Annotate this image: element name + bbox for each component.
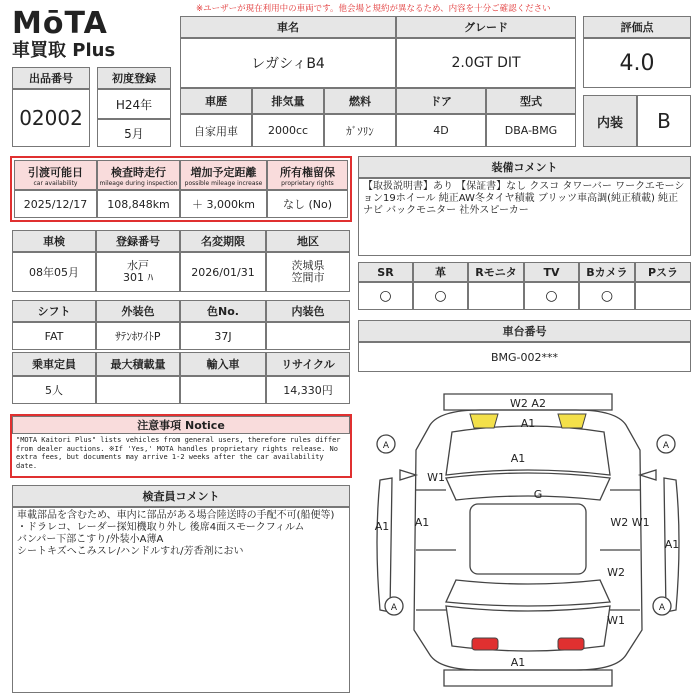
spec-header-fuel: 燃料 xyxy=(324,88,396,114)
option-sr-value: ○ xyxy=(358,282,413,310)
mark-right-side: A1 xyxy=(664,538,680,551)
option-bcamera-label: Bカメラ xyxy=(579,262,635,282)
exterior-color-label: 外装色 xyxy=(96,300,180,322)
logo-bottom: 車買取 Plus xyxy=(12,40,116,61)
inspector-label: 検査員コメント xyxy=(12,485,350,507)
car-diagram-svg xyxy=(360,380,696,696)
plate-line2: 301 ﾊ xyxy=(123,271,153,284)
mark-hood: A1 xyxy=(510,452,526,465)
shaken-label: 車検 xyxy=(12,230,96,252)
notice-title: 注意事項 Notice xyxy=(12,416,350,434)
mark-left-side: A1 xyxy=(374,520,390,533)
car-name-label: 車名 xyxy=(180,16,396,38)
spec-header-door: ドア xyxy=(396,88,486,114)
option-pslide-value xyxy=(635,282,691,310)
mark-right-front: W2 W1 xyxy=(610,516,650,529)
car-name: レガシィB4 xyxy=(180,38,396,88)
mileage-increase-header xyxy=(180,160,267,190)
mark-wheel-fr: A xyxy=(662,441,670,451)
name-change-value: 2026/01/31 xyxy=(180,252,266,292)
car-trunk xyxy=(446,606,610,651)
notice-text: "MOTA Kaitori Plus" lists vehicles from general users, therefore rules differ from dealer auctions. ※If 'Yes,' MOTA handles proprietary rights release. No extra fees, but documents may arrive 1-2 weeks after the car availability date. xyxy=(16,436,341,470)
spec-fuel: ｶﾞｿﾘﾝ xyxy=(324,114,396,147)
mark-right-rear2: W1 xyxy=(607,614,625,627)
first-reg-month: 5月 xyxy=(97,119,171,147)
availability-header-en: car availability xyxy=(33,179,78,187)
car-roof xyxy=(470,504,586,574)
area-line2: 笠間市 xyxy=(291,271,325,284)
rights-header-jp: 所有権留保 xyxy=(280,165,335,179)
grade-value: 2.0GT DIT xyxy=(396,38,576,88)
mileage-increase-header-en: possible mileage increase xyxy=(184,179,263,187)
top-notice: ※ユーザーが現在利用中の車両です。他会場と規約が異なるため、内容を十分ご確認ください xyxy=(196,4,551,14)
shift-value: FAT xyxy=(12,322,96,350)
option-bcamera-value: ○ xyxy=(579,282,635,310)
interior-value: B xyxy=(637,95,691,147)
area-value xyxy=(266,252,350,292)
area-label: 地区 xyxy=(266,230,350,252)
max-load-value xyxy=(96,376,180,404)
spec-model: DBA-BMG xyxy=(486,114,576,147)
mota-logo xyxy=(12,8,182,66)
mileage-header-en: mileage during inspection xyxy=(99,179,178,187)
car-hood xyxy=(446,426,610,475)
inspector-text: 車載部品を含むため、車内に部品がある場合陸送時の手配不可(船便等) ・ドラレコ、レーダー探知機取り外し 後席4面スモークフィルム バンパー下部こすり/外装小A薄A シートキズへこみスレ/ハンドルすれ/芳香剤におい xyxy=(12,507,350,693)
mark-front: A1 xyxy=(520,417,536,430)
taillight-right xyxy=(558,638,584,650)
capacity-label: 乗車定員 xyxy=(12,352,96,376)
mark-right-rear: W2 xyxy=(607,566,625,579)
spec-history: 自家用車 xyxy=(180,114,252,147)
mark-wheel-rl: A xyxy=(390,603,398,613)
mark-wheel-rr: A xyxy=(658,603,666,613)
logo-top: MōTA xyxy=(12,6,108,41)
option-leather-label: 革 xyxy=(413,262,468,282)
option-tv-label: TV xyxy=(524,262,579,282)
option-leather-value: ○ xyxy=(413,282,468,310)
spec-displacement: 2000cc xyxy=(252,114,324,147)
area-line1: 茨城県 xyxy=(291,259,325,272)
mileage-header-jp: 検査時走行 xyxy=(111,165,166,179)
mileage-value: 108,848km xyxy=(97,190,180,218)
shift-label: シフト xyxy=(12,300,96,322)
equipment-text: 【取扱説明書】あり 【保証書】なし クスコ タワーバー ワークエモーション19ホイール 純正AW冬タイヤ積載 ブリッツ車高調(純正積載) 純正ナビ バックモニター 社外スピーカー xyxy=(358,178,691,256)
car-rear-bumper xyxy=(444,670,612,686)
spec-door: 4D xyxy=(396,114,486,147)
taillight-left xyxy=(472,638,498,650)
import-label: 輸入車 xyxy=(180,352,266,376)
color-no-label: 色No. xyxy=(180,300,266,322)
capacity-value: 5人 xyxy=(12,376,96,404)
car-left-side xyxy=(374,478,392,612)
rights-header-en: proprietary rights xyxy=(281,179,334,187)
car-body-outline xyxy=(414,410,642,670)
option-sr-label: SR xyxy=(358,262,413,282)
spec-header-displacement: 排気量 xyxy=(252,88,324,114)
first-reg-year: H24年 xyxy=(97,89,171,119)
shaken-value: 08年05月 xyxy=(12,252,96,292)
score-value: 4.0 xyxy=(583,38,691,88)
mileage-increase-header-jp: 増加予定距離 xyxy=(190,165,257,179)
grade-label: グレード xyxy=(396,16,576,38)
headlight-left xyxy=(470,414,498,428)
option-rmonitor-value xyxy=(468,282,524,310)
chassis-value: BMG-002*** xyxy=(358,342,691,372)
mark-left-door: A1 xyxy=(414,516,430,529)
recycle-value: 14,330円 xyxy=(266,376,350,404)
plate-value xyxy=(96,252,180,292)
car-right-mirror xyxy=(640,470,656,480)
mark-roof: G xyxy=(533,488,543,501)
mark-rear: A1 xyxy=(510,656,526,669)
spec-header-history: 車歴 xyxy=(180,88,252,114)
mark-top: W2 A2 xyxy=(510,397,546,410)
car-diagram xyxy=(360,380,696,696)
mark-left-front-door: W1 xyxy=(427,471,445,484)
lot-label: 出品番号 xyxy=(12,67,90,89)
interior-color-label: 内装色 xyxy=(266,300,350,322)
interior-label: 内装 xyxy=(583,95,637,147)
mileage-header xyxy=(97,160,180,190)
import-value xyxy=(180,376,266,404)
option-pslide-label: Pスラ xyxy=(635,262,691,282)
color-no-value: 37J xyxy=(180,322,266,350)
exterior-color-value: ｻﾃﾝﾎﾜｲﾄP xyxy=(96,322,180,350)
availability-header xyxy=(14,160,97,190)
car-rear-window xyxy=(446,580,610,606)
plate-line1: 水戸 xyxy=(127,259,149,272)
score-label: 評価点 xyxy=(583,16,691,38)
recycle-label: リサイクル xyxy=(266,352,350,376)
first-reg-label: 初度登録 xyxy=(97,67,171,89)
car-windshield xyxy=(446,473,610,500)
equipment-label: 装備コメント xyxy=(358,156,691,178)
option-tv-value: ○ xyxy=(524,282,579,310)
plate-label: 登録番号 xyxy=(96,230,180,252)
chassis-label: 車台番号 xyxy=(358,320,691,342)
headlight-right xyxy=(558,414,586,428)
car-left-mirror xyxy=(400,470,416,480)
mark-wheel-fl: A xyxy=(382,441,390,451)
lot-value: 02002 xyxy=(12,89,90,147)
max-load-label: 最大積載量 xyxy=(96,352,180,376)
name-change-label: 名変期限 xyxy=(180,230,266,252)
availability-header-jp: 引渡可能日 xyxy=(28,165,83,179)
interior-color-value xyxy=(266,322,350,350)
option-rmonitor-label: Rモニタ xyxy=(468,262,524,282)
rights-header xyxy=(267,160,348,190)
availability-date: 2025/12/17 xyxy=(14,190,97,218)
mileage-increase-value: ＋ 3,000km xyxy=(180,190,267,218)
rights-value: なし (No) xyxy=(267,190,348,218)
spec-header-model: 型式 xyxy=(486,88,576,114)
